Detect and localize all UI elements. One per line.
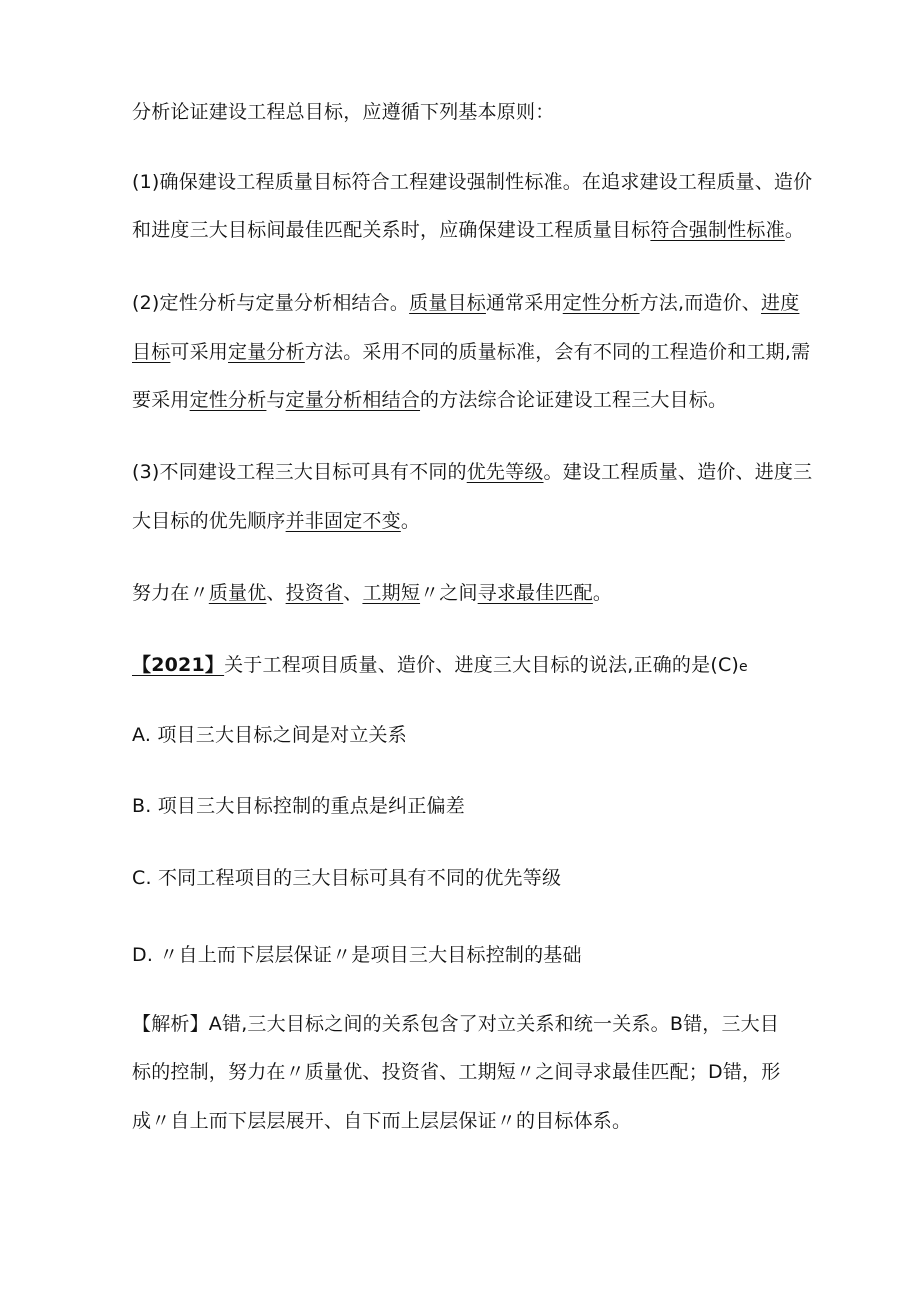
principle-3-line-1 [132, 458, 813, 486]
underlined-term: 定性分析 [562, 292, 640, 314]
text-span: 与 [266, 389, 286, 411]
text-span: 。 [400, 510, 421, 532]
analysis-line-1: 【解析】A错,三大目标之间的关系包含了对立关系和统一关系。B错，三大目 [132, 1013, 780, 1035]
underlined-term: 目标 [132, 341, 171, 363]
text-span: 〃之间 [420, 582, 478, 604]
question-text: 关于工程项目质量、造价、进度三大目标的说法,正确的是(C) [224, 654, 740, 676]
underlined-term: 定量分析相结合 [285, 389, 421, 411]
text-span: 、 [343, 582, 363, 604]
principle-2-line-3 [132, 386, 792, 414]
option-c: C. 不同工程项目的三大目标可具有不同的优先等级 [132, 867, 562, 889]
principle-2-line-2 [132, 338, 811, 366]
text-span: 。 [592, 582, 613, 604]
text-span: 方法。采用不同的质量标准，会有不同的工程造价和工期,需 [304, 341, 811, 363]
underlined-term: 符合强制性标准 [650, 219, 785, 241]
text-span: 和进度三大目标间最佳匹配关系时，应确保建设工程质量目标 [132, 219, 651, 241]
underlined-term: 质量目标 [409, 292, 486, 314]
effort-statement [132, 579, 792, 607]
option-d: D. 〃自上而下层层保证〃是项目三大目标控制的基础 [132, 944, 582, 966]
underlined-term: 定量分析 [228, 341, 305, 363]
analysis-line-2: 标的控制，努力在〃质量优、投资省、工期短〃之间寻求最佳匹配；D错，形 [132, 1061, 781, 1083]
text-span: 的方法综合论证建设工程三大目标。 [420, 389, 728, 411]
option-a: A. 项目三大目标之间是对立关系 [132, 724, 407, 746]
question-year-tag: 【2021】 [132, 654, 225, 676]
text-span: 方法,而造价、 [639, 292, 762, 314]
question-stem [132, 651, 792, 681]
underlined-term: 并非固定不变 [285, 510, 401, 532]
text-span: 努力在〃 [132, 582, 209, 604]
underlined-term: 寻求最佳匹配 [477, 582, 593, 604]
text-span: 大目标的优先顺序 [132, 510, 286, 532]
question-suffix: e [739, 659, 748, 675]
principle-1-line-1: (1)确保建设工程质量目标符合工程建设强制性标准。在追求建设工程质量、造价 [132, 171, 813, 193]
text-span: 、 [266, 582, 286, 604]
text-span: 。 [784, 219, 805, 241]
text-span: 可采用 [170, 341, 229, 363]
underlined-term: 质量优 [208, 582, 267, 604]
principle-2-line-1 [132, 289, 800, 317]
underlined-term: 工期短 [362, 582, 421, 604]
analysis-line-3: 成〃自上而下层层展开、自下而上层层保证〃的目标体系。 [132, 1110, 632, 1132]
underlined-term: 投资省 [285, 582, 344, 604]
option-b: B. 项目三大目标控制的重点是纠正偏差 [132, 795, 465, 817]
text-span: (2)定性分析与定量分析相结合。 [132, 292, 410, 314]
text-span: 通常采用 [485, 292, 563, 314]
principle-1-line-2 [132, 216, 805, 244]
text-span: (3)不同建设工程三大目标可具有不同的 [132, 461, 467, 483]
principle-3-line-2 [132, 507, 792, 535]
text-span: 要采用 [132, 389, 190, 411]
underlined-term: 优先等级 [466, 461, 544, 483]
text-span: 。建设工程质量、造价、进度三 [543, 461, 813, 483]
underlined-term: 进度 [761, 292, 800, 314]
underlined-term: 定性分析 [189, 389, 267, 411]
intro-text: 分析论证建设工程总目标，应遵循下列基本原则： [132, 101, 555, 123]
